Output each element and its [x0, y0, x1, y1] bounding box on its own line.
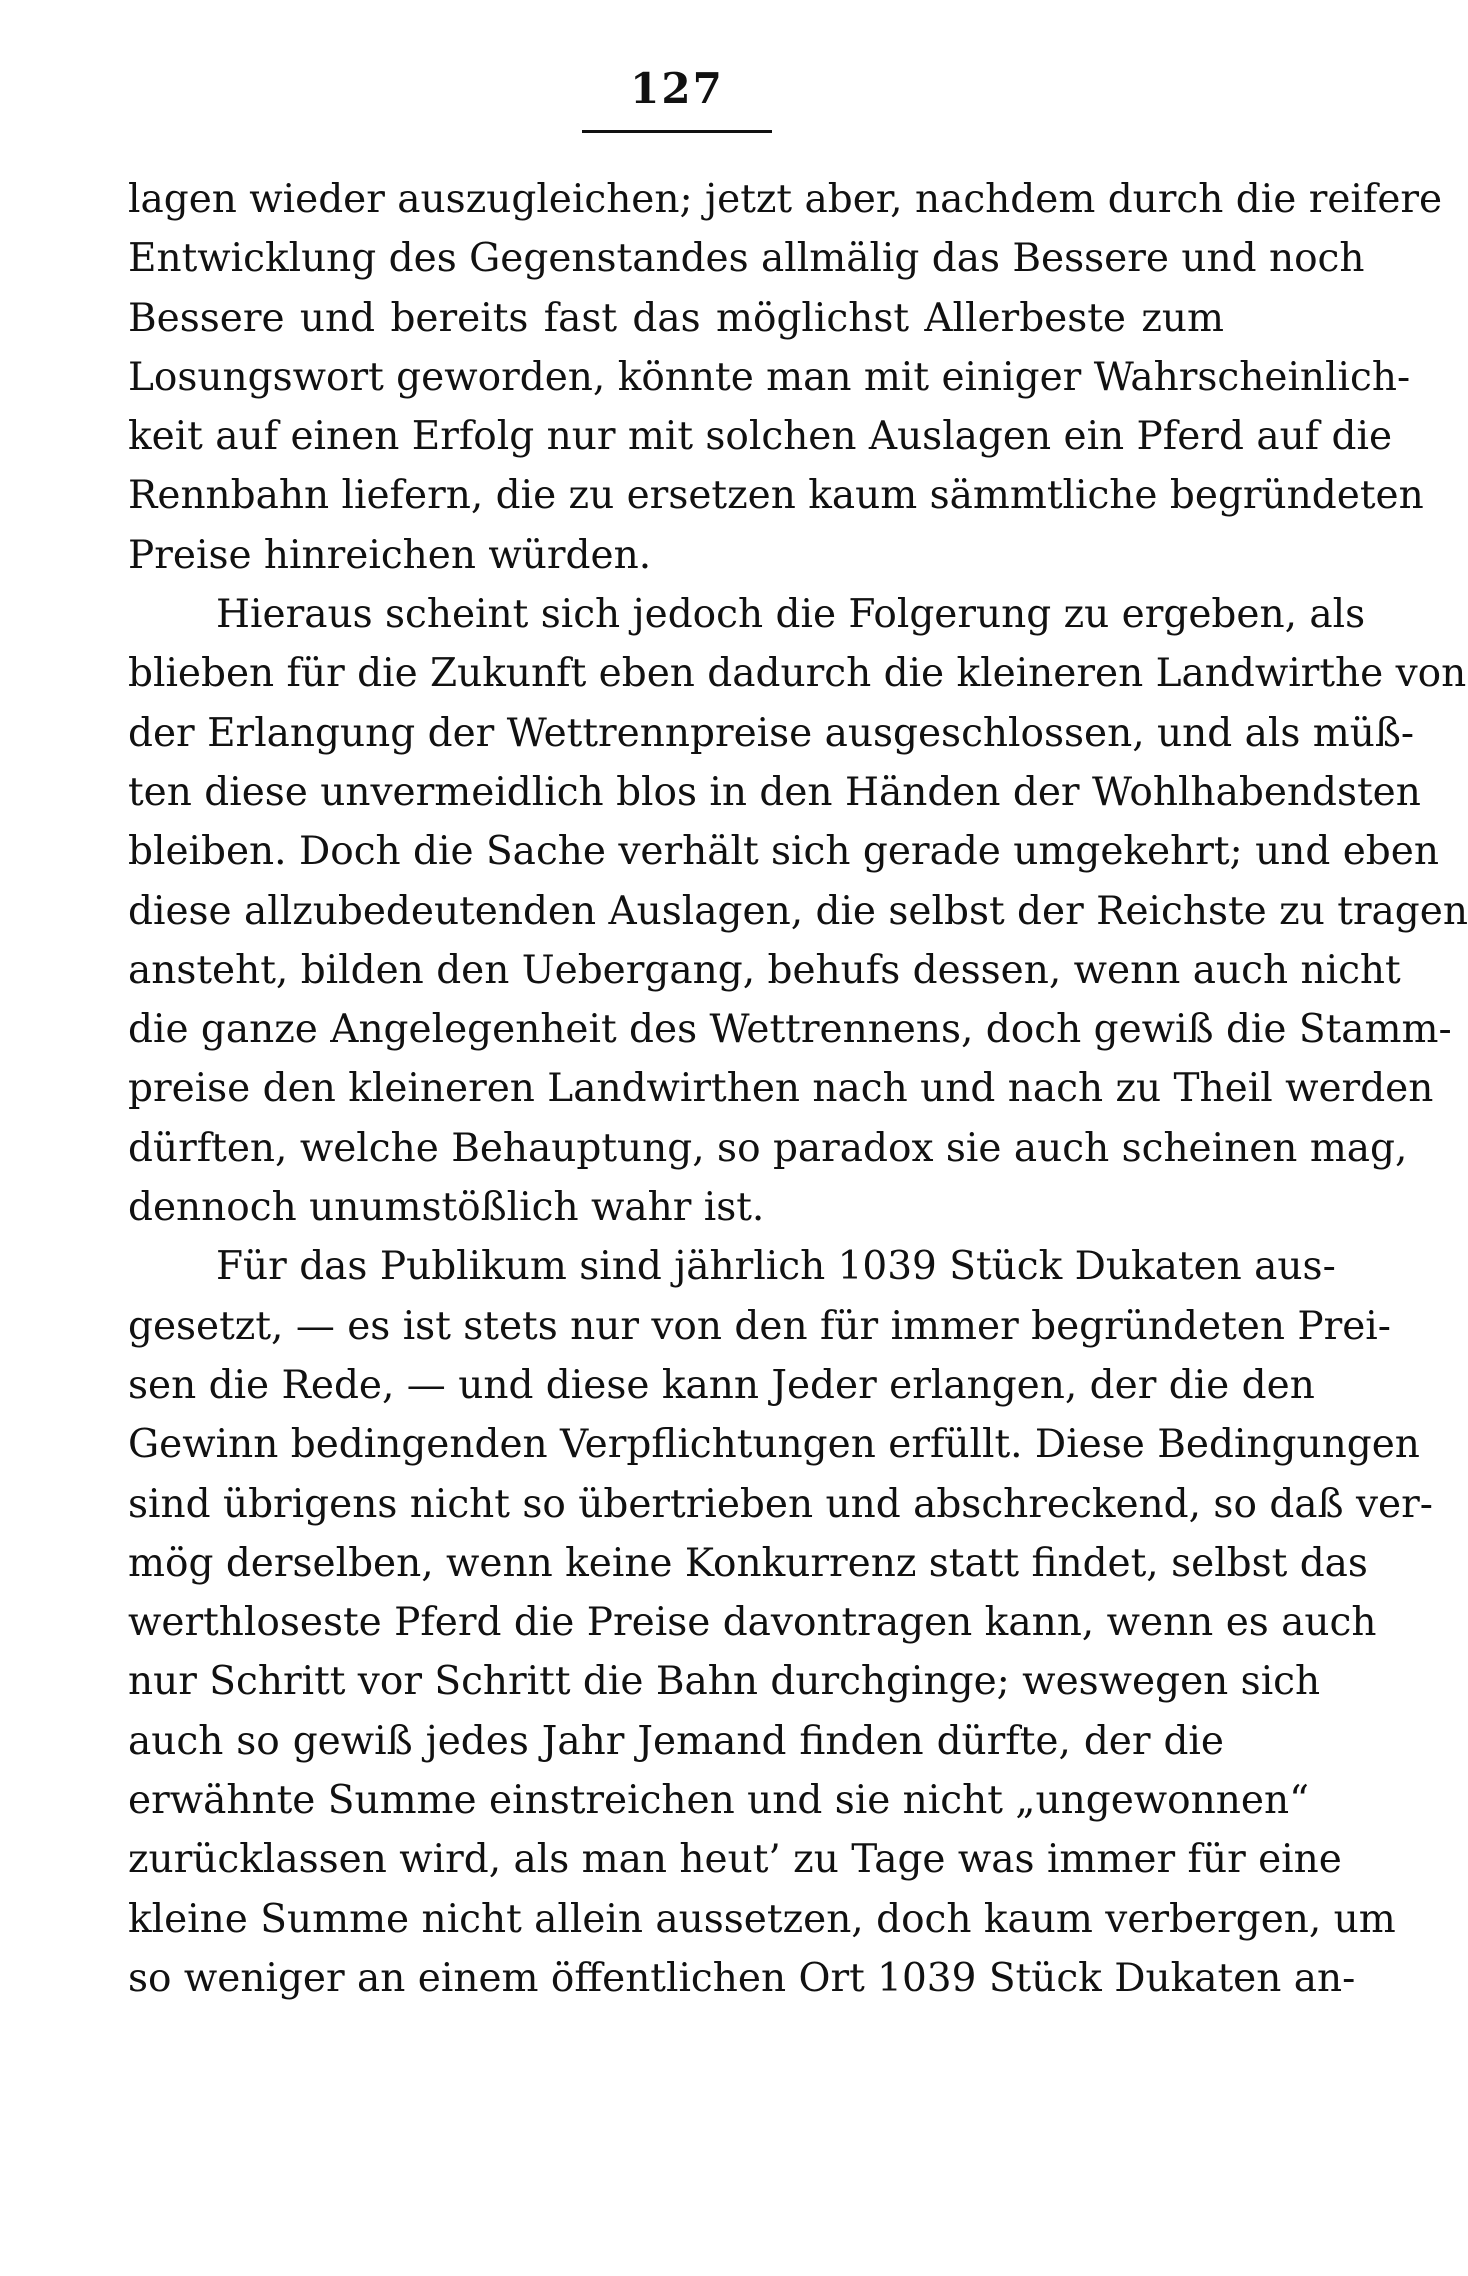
text-line: keit auf einen Erfolg nur mit solchen Auslagen ein Pferd auf die [128, 414, 1393, 460]
text-line: erwähnte Summe einstreichen und sie nicht „ungewonnen“ [128, 1778, 1310, 1824]
text-line: lagen wieder auszugleichen; jetzt aber, nachdem durch die reifere [128, 177, 1443, 222]
text-line: zurücklassen wird, als man heut’ zu Tage was immer für eine [128, 1837, 1342, 1883]
text-line: auch so gewiß jedes Jahr Jemand finden dürfte, der die [128, 1718, 1224, 1764]
text-line: kleine Summe nicht allein aussetzen, doch kaum verbergen, um [128, 1896, 1396, 1942]
text-line: sind übrigens nicht so übertrieben und abschreckend, so daß ver- [128, 1481, 1433, 1527]
text-line: nur Schritt vor Schritt die Bahn durchginge; weswegen sich [128, 1659, 1321, 1705]
text-line: Rennbahn liefern, die zu ersetzen kaum sämmtliche begründeten [128, 473, 1424, 519]
text-line: Gewinn bedingenden Verpflichtungen erfüllt. Diese Bedingungen [128, 1422, 1420, 1468]
paragraph-3 [128, 1237, 1433, 2008]
text-line: dürften, welche Behauptung, so paradox sie auch scheinen mag, [128, 1125, 1408, 1171]
text-line: dennoch unumstößlich wahr ist. [128, 1185, 765, 1231]
text-line: sen die Rede, — und diese kann Jeder erlangen, der die den [128, 1362, 1315, 1408]
text-line: Losungswort geworden, könnte man mit einiger Wahrscheinlich- [128, 354, 1411, 400]
text-line: Entwicklung des Gegenstandes allmälig das Bessere und noch [128, 236, 1365, 282]
text-line: werthloseste Pferd die Preise davontragen kann, wenn es auch [128, 1600, 1377, 1646]
text-line: ten diese unvermeidlich blos in den Händen der Wohlhabendsten [128, 769, 1421, 815]
text-line: so weniger an einem öffentlichen Ort 1039 Stück Dukaten an- [128, 1955, 1356, 2001]
text-line: gesetzt, — es ist stets nur von den für immer begründeten Prei- [128, 1303, 1391, 1349]
text-line: diese allzubedeutenden Auslagen, die selbst der Reichste zu tragen [128, 888, 1468, 934]
text-line: die ganze Angelegenheit des Wettrennens, doch gewiß die Stamm- [128, 1007, 1452, 1053]
text-line: Hieraus scheint sich jedoch die Folgerung zu ergeben, als [216, 592, 1366, 638]
page-number: 127 [630, 64, 724, 113]
page-number-rule [582, 130, 772, 133]
text-line: ansteht, bilden den Uebergang, behufs dessen, wenn auch nicht [128, 947, 1401, 993]
paragraph-2 [128, 585, 1468, 1237]
body-text [128, 170, 1468, 2008]
text-line: preise den kleineren Landwirthen nach und nach zu Theil werden [128, 1066, 1434, 1112]
text-line: Für das Publikum sind jährlich 1039 Stück Dukaten aus- [216, 1244, 1336, 1290]
paragraph-1 [128, 170, 1443, 585]
text-line: der Erlangung der Wettrennpreise ausgeschlossen, und als müß- [128, 710, 1415, 756]
text-line: blieben für die Zukunft eben dadurch die kleineren Landwirthe von [128, 651, 1467, 697]
text-line: Preise hinreichen würden. [128, 532, 652, 578]
text-line: bleiben. Doch die Sache verhält sich gerade umgekehrt; und eben [128, 829, 1439, 875]
text-line: mög derselben, wenn keine Konkurrenz statt findet, selbst das [128, 1540, 1368, 1586]
text-line: Bessere und bereits fast das möglichst Allerbeste zum [128, 295, 1224, 341]
